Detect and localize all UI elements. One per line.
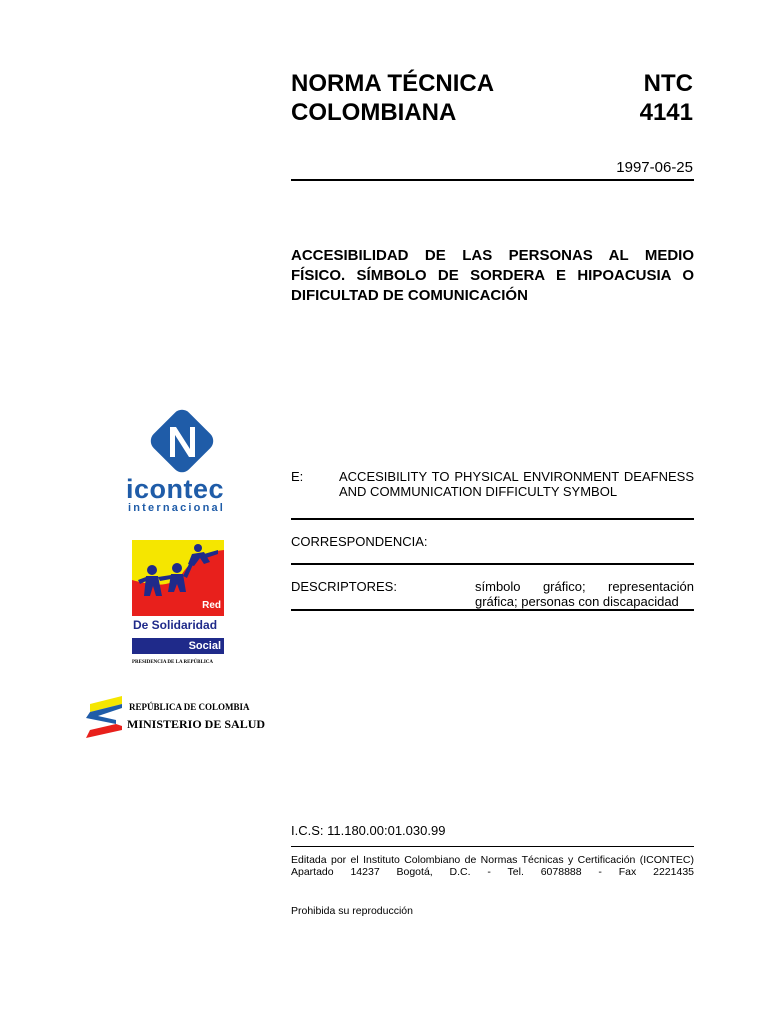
- main-title-line2: FÍSICO. SÍMBOLO DE SORDERA E HIPOACUSIA O: [291, 267, 694, 284]
- main-title: [291, 246, 694, 306]
- correspondencia-divider: [291, 563, 694, 565]
- icontec-name: icontec: [126, 474, 225, 504]
- publisher-line1: Editada por el Instituto Colombiano de Normas Técnicas y Certificación (ICONTEC): [291, 854, 694, 866]
- ics-code: I.C.S: 11.180.00:01.030.99: [291, 823, 446, 838]
- correspondencia-label: CORRESPONDENCIA:: [291, 534, 428, 549]
- main-title-line1: ACCESIBILIDAD DE LAS PERSONAS AL MEDIO: [291, 247, 694, 264]
- english-title: [339, 469, 694, 499]
- publisher-info: [291, 854, 694, 878]
- english-label: E:: [291, 469, 304, 484]
- descriptores-divider: [291, 609, 694, 611]
- main-title-line3: DIFICULTAD DE COMUNICACIÓN: [291, 287, 528, 304]
- publisher-line2: Apartado 14237 Bogotá, D.C. - Tel. 6078888 - Fax 2221435: [291, 866, 694, 878]
- ics-divider: [291, 846, 694, 847]
- icontec-logo: [120, 405, 250, 515]
- english-title-line1: ACCESIBILITY TO PHYSICAL ENVIRONMENT DEAFNESS: [339, 469, 694, 484]
- descriptores-value: [475, 579, 694, 609]
- icontec-n-icon: [120, 405, 250, 477]
- standard-code-number: 4141: [639, 99, 693, 126]
- descriptores-line1: símbolo gráfico; representación: [475, 579, 694, 594]
- reproduction-notice: Prohibida su reproducción: [291, 905, 413, 917]
- document-type-line1: NORMA TÉCNICA: [291, 70, 495, 97]
- publication-date: 1997-06-25: [616, 159, 693, 176]
- red-solidaridad-caption: PRESIDENCIA DE LA REPÚBLICA: [132, 660, 213, 665]
- icontec-subtitle: internacional: [128, 502, 226, 514]
- ministerio-line2: MINISTERIO DE SALUD: [127, 717, 266, 731]
- descriptores-label: DESCRIPTORES:: [291, 579, 397, 594]
- standard-code-prefix: NTC: [643, 70, 693, 97]
- red-solidaridad-line3: Social: [188, 640, 221, 652]
- colombia-flag-ribbon-icon: [82, 694, 126, 740]
- descriptores-line2: gráfica; personas con discapacidad: [475, 594, 679, 609]
- english-title-line2: AND COMMUNICATION DIFFICULTY SYMBOL: [339, 484, 618, 499]
- red-solidaridad-line1: Red: [202, 600, 221, 611]
- ministerio-salud-logo: [82, 694, 268, 740]
- red-solidaridad-line2: De Solidaridad: [133, 618, 218, 632]
- red-solidaridad-logo: [132, 540, 224, 670]
- ministerio-line1: REPÚBLICA DE COLOMBIA: [129, 702, 250, 712]
- english-divider: [291, 518, 694, 520]
- header-divider: [291, 179, 694, 181]
- document-type-line2: COLOMBIANA: [291, 99, 457, 126]
